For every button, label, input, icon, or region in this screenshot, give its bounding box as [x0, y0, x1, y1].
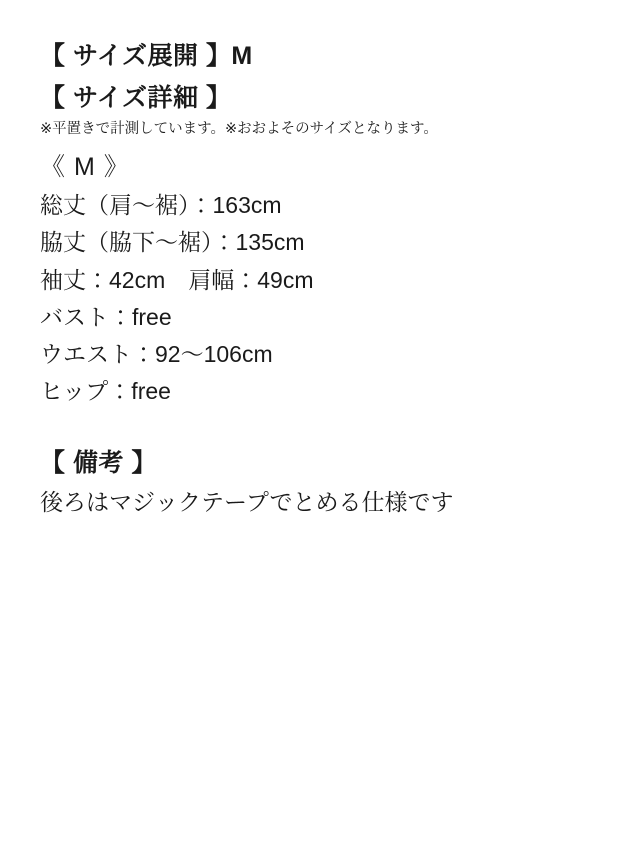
size-detail-heading: 【 サイズ詳細 】 [40, 83, 232, 112]
measurement-row: ヒップ：free [40, 378, 171, 405]
remarks-body: 後ろはマジックテープでとめる仕様です [40, 489, 454, 515]
size-range-heading [40, 38, 600, 76]
measurement-row: ウエスト：92〜106cm [40, 341, 273, 367]
measurement-note: ※平置きで計測しています。※おおよそのサイズとなります。 [40, 121, 438, 137]
measurement-row: バスト：free [40, 303, 172, 330]
section-spacer [40, 411, 600, 445]
remarks-heading: 【 備考 】 [40, 448, 157, 477]
measurement-row: 総丈（肩〜裾）：163cm [40, 192, 282, 218]
size-range-heading-label: 【 サイズ展開 】 [40, 42, 232, 70]
size-range-value: M [231, 42, 253, 70]
size-label-m: 《 M 》 [40, 152, 130, 181]
measurement-row: 脇丈（脇下〜裾）：135cm [40, 229, 305, 256]
measurement-row: 袖丈：42cm 肩幅：49cm [40, 266, 314, 293]
